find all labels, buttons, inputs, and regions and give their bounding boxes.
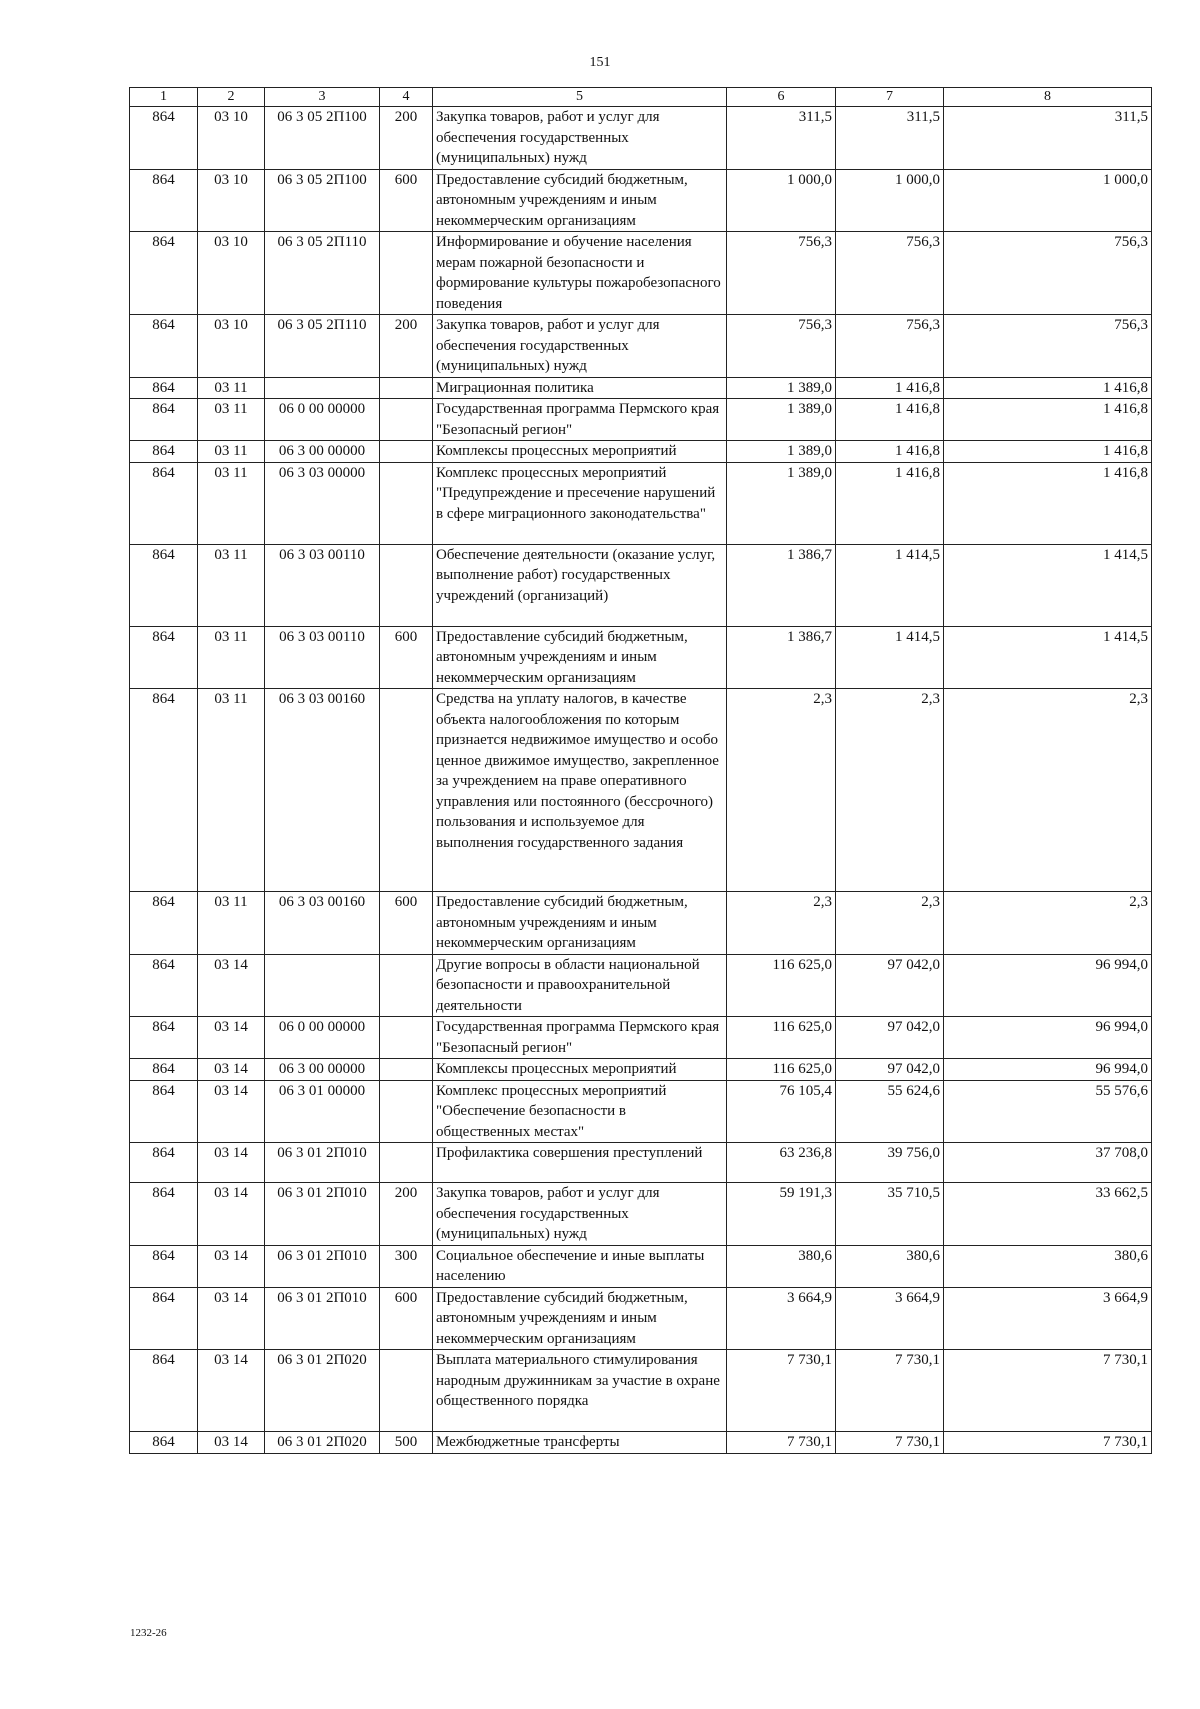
cell-expense-type — [380, 1350, 433, 1432]
cell-amount-year3: 33 662,5 — [944, 1183, 1152, 1246]
cell-target-article: 06 3 01 2П010 — [265, 1143, 380, 1183]
cell-amount-year1: 756,3 — [727, 315, 836, 378]
cell-admin-code: 864 — [130, 107, 198, 170]
cell-amount-year1: 116 625,0 — [727, 1017, 836, 1059]
cell-admin-code: 864 — [130, 377, 198, 399]
cell-amount-year2: 1 000,0 — [836, 169, 944, 232]
cell-section: 03 10 — [198, 315, 265, 378]
table-row — [130, 441, 1152, 463]
cell-amount-year1: 2,3 — [727, 689, 836, 892]
cell-amount-year2: 7 730,1 — [836, 1350, 944, 1432]
cell-amount-year2: 35 710,5 — [836, 1183, 944, 1246]
cell-admin-code: 864 — [130, 1432, 198, 1454]
cell-admin-code: 864 — [130, 1017, 198, 1059]
cell-description: Миграционная политика — [433, 377, 727, 399]
cell-amount-year1: 116 625,0 — [727, 1059, 836, 1081]
cell-amount-year2: 756,3 — [836, 315, 944, 378]
table-row — [130, 1287, 1152, 1350]
cell-target-article: 06 3 01 2П010 — [265, 1287, 380, 1350]
cell-amount-year1: 1 000,0 — [727, 169, 836, 232]
cell-expense-type: 300 — [380, 1245, 433, 1287]
cell-admin-code: 864 — [130, 1350, 198, 1432]
cell-expense-type: 600 — [380, 1287, 433, 1350]
cell-target-article: 06 3 01 2П020 — [265, 1350, 380, 1432]
cell-section: 03 11 — [198, 892, 265, 955]
cell-section: 03 10 — [198, 169, 265, 232]
cell-amount-year2: 39 756,0 — [836, 1143, 944, 1183]
cell-section: 03 11 — [198, 441, 265, 463]
cell-expense-type: 600 — [380, 626, 433, 689]
cell-expense-type — [380, 1017, 433, 1059]
cell-amount-year3: 2,3 — [944, 892, 1152, 955]
cell-description: Предоставление субсидий бюджетным, автономным учреждениям и иным некоммерческим организациям — [433, 1287, 727, 1350]
cell-section: 03 10 — [198, 107, 265, 170]
cell-description: Другие вопросы в области национальной безопасности и правоохранительной деятельности — [433, 954, 727, 1017]
cell-expense-type — [380, 689, 433, 892]
cell-expense-type — [380, 544, 433, 626]
cell-amount-year3: 96 994,0 — [944, 1059, 1152, 1081]
cell-expense-type — [380, 441, 433, 463]
cell-amount-year2: 1 416,8 — [836, 377, 944, 399]
cell-target-article: 06 3 01 2П020 — [265, 1432, 380, 1454]
cell-target-article: 06 3 01 00000 — [265, 1080, 380, 1143]
cell-amount-year3: 96 994,0 — [944, 954, 1152, 1017]
cell-amount-year3: 1 414,5 — [944, 544, 1152, 626]
column-header: 8 — [944, 88, 1152, 107]
cell-amount-year2: 756,3 — [836, 232, 944, 315]
cell-amount-year3: 1 416,8 — [944, 399, 1152, 441]
cell-amount-year3: 756,3 — [944, 232, 1152, 315]
cell-description: Комплексы процессных мероприятий — [433, 1059, 727, 1081]
cell-expense-type — [380, 377, 433, 399]
cell-amount-year2: 1 416,8 — [836, 462, 944, 544]
cell-section: 03 14 — [198, 1080, 265, 1143]
cell-amount-year1: 7 730,1 — [727, 1432, 836, 1454]
table-row — [130, 1017, 1152, 1059]
cell-section: 03 11 — [198, 626, 265, 689]
cell-target-article: 06 3 05 2П100 — [265, 107, 380, 170]
cell-amount-year3: 55 576,6 — [944, 1080, 1152, 1143]
cell-section: 03 14 — [198, 954, 265, 1017]
cell-description: Выплата материального стимулирования народным дружинникам за участие в охране общественного порядка — [433, 1350, 727, 1432]
cell-description: Средства на уплату налогов, в качестве объекта налогообложения по которым признается недвижимое имущество и особо ценное движимое имущество, закрепленное за учреждением на праве оперативного управления или постоянного (бессрочного) пользования и используемое для выполнения государственного задания — [433, 689, 727, 892]
cell-amount-year3: 7 730,1 — [944, 1350, 1152, 1432]
cell-amount-year1: 116 625,0 — [727, 954, 836, 1017]
table-row — [130, 1245, 1152, 1287]
cell-amount-year1: 1 389,0 — [727, 377, 836, 399]
cell-amount-year1: 311,5 — [727, 107, 836, 170]
cell-description: Государственная программа Пермского края "Безопасный регион" — [433, 399, 727, 441]
cell-admin-code: 864 — [130, 1245, 198, 1287]
cell-admin-code: 864 — [130, 399, 198, 441]
cell-admin-code: 864 — [130, 954, 198, 1017]
cell-amount-year2: 2,3 — [836, 689, 944, 892]
cell-expense-type — [380, 954, 433, 1017]
budget-table — [129, 87, 1152, 1454]
cell-target-article: 06 3 03 00160 — [265, 892, 380, 955]
column-header: 3 — [265, 88, 380, 107]
cell-amount-year2: 97 042,0 — [836, 1059, 944, 1081]
cell-expense-type — [380, 1059, 433, 1081]
cell-admin-code: 864 — [130, 626, 198, 689]
cell-amount-year2: 1 416,8 — [836, 441, 944, 463]
cell-section: 03 14 — [198, 1287, 265, 1350]
cell-amount-year1: 3 664,9 — [727, 1287, 836, 1350]
table-row — [130, 1059, 1152, 1081]
table-row — [130, 462, 1152, 544]
cell-target-article: 06 3 05 2П100 — [265, 169, 380, 232]
cell-description: Профилактика совершения преступлений — [433, 1143, 727, 1183]
cell-description: Социальное обеспечение и иные выплаты населению — [433, 1245, 727, 1287]
cell-amount-year3: 311,5 — [944, 107, 1152, 170]
cell-target-article: 06 3 00 00000 — [265, 441, 380, 463]
cell-amount-year2: 97 042,0 — [836, 954, 944, 1017]
column-header: 1 — [130, 88, 198, 107]
cell-amount-year3: 756,3 — [944, 315, 1152, 378]
table-row — [130, 169, 1152, 232]
column-header: 5 — [433, 88, 727, 107]
cell-amount-year1: 76 105,4 — [727, 1080, 836, 1143]
cell-amount-year1: 1 389,0 — [727, 462, 836, 544]
cell-expense-type: 200 — [380, 315, 433, 378]
cell-description: Информирование и обучение населения мерам пожарной безопасности и формирование культуры пожаробезопасного поведения — [433, 232, 727, 315]
table-row — [130, 1143, 1152, 1183]
table-row — [130, 232, 1152, 315]
cell-section: 03 14 — [198, 1245, 265, 1287]
cell-admin-code: 864 — [130, 1080, 198, 1143]
cell-description: Государственная программа Пермского края "Безопасный регион" — [433, 1017, 727, 1059]
cell-amount-year2: 1 414,5 — [836, 626, 944, 689]
cell-target-article: 06 0 00 00000 — [265, 1017, 380, 1059]
cell-section: 03 14 — [198, 1017, 265, 1059]
cell-target-article: 06 3 05 2П110 — [265, 315, 380, 378]
cell-amount-year3: 1 414,5 — [944, 626, 1152, 689]
cell-amount-year2: 1 416,8 — [836, 399, 944, 441]
cell-admin-code: 864 — [130, 232, 198, 315]
cell-target-article: 06 3 01 2П010 — [265, 1245, 380, 1287]
column-header: 2 — [198, 88, 265, 107]
cell-description: Предоставление субсидий бюджетным, автономным учреждениям и иным некоммерческим организациям — [433, 892, 727, 955]
cell-amount-year1: 380,6 — [727, 1245, 836, 1287]
cell-amount-year3: 1 416,8 — [944, 441, 1152, 463]
cell-amount-year3: 3 664,9 — [944, 1287, 1152, 1350]
cell-description: Предоставление субсидий бюджетным, автономным учреждениям и иным некоммерческим организациям — [433, 626, 727, 689]
cell-target-article: 06 3 03 00000 — [265, 462, 380, 544]
cell-expense-type: 600 — [380, 892, 433, 955]
table-row — [130, 626, 1152, 689]
cell-description: Комплекс процессных мероприятий "Обеспечение безопасности в общественных местах" — [433, 1080, 727, 1143]
cell-admin-code: 864 — [130, 462, 198, 544]
page-number: 151 — [589, 55, 611, 70]
table-row — [130, 377, 1152, 399]
cell-admin-code: 864 — [130, 892, 198, 955]
cell-expense-type: 200 — [380, 107, 433, 170]
cell-description: Закупка товаров, работ и услуг для обеспечения государственных (муниципальных) нужд — [433, 107, 727, 170]
cell-amount-year3: 7 730,1 — [944, 1432, 1152, 1454]
cell-description: Предоставление субсидий бюджетным, автономным учреждениям и иным некоммерческим организациям — [433, 169, 727, 232]
cell-target-article — [265, 954, 380, 1017]
cell-amount-year1: 7 730,1 — [727, 1350, 836, 1432]
cell-admin-code: 864 — [130, 1143, 198, 1183]
cell-amount-year1: 1 386,7 — [727, 544, 836, 626]
cell-amount-year3: 96 994,0 — [944, 1017, 1152, 1059]
cell-expense-type — [380, 462, 433, 544]
table-body — [130, 107, 1152, 1454]
cell-amount-year2: 97 042,0 — [836, 1017, 944, 1059]
cell-target-article: 06 3 01 2П010 — [265, 1183, 380, 1246]
cell-amount-year3: 1 416,8 — [944, 377, 1152, 399]
cell-amount-year3: 380,6 — [944, 1245, 1152, 1287]
cell-section: 03 10 — [198, 232, 265, 315]
cell-description: Комплекс процессных мероприятий "Предупреждение и пресечение нарушений в сфере миграционного законодательства" — [433, 462, 727, 544]
cell-amount-year3: 2,3 — [944, 689, 1152, 892]
cell-amount-year2: 380,6 — [836, 1245, 944, 1287]
table-row — [130, 1183, 1152, 1246]
cell-amount-year1: 1 389,0 — [727, 441, 836, 463]
cell-description: Закупка товаров, работ и услуг для обеспечения государственных (муниципальных) нужд — [433, 315, 727, 378]
cell-target-article: 06 3 03 00110 — [265, 544, 380, 626]
cell-expense-type — [380, 232, 433, 315]
cell-amount-year2: 7 730,1 — [836, 1432, 944, 1454]
table-row — [130, 1350, 1152, 1432]
cell-amount-year2: 1 414,5 — [836, 544, 944, 626]
cell-description: Межбюджетные трансферты — [433, 1432, 727, 1454]
table-row — [130, 1080, 1152, 1143]
cell-section: 03 14 — [198, 1183, 265, 1246]
column-header: 6 — [727, 88, 836, 107]
table-row — [130, 544, 1152, 626]
table-row — [130, 892, 1152, 955]
cell-amount-year1: 59 191,3 — [727, 1183, 836, 1246]
cell-amount-year2: 55 624,6 — [836, 1080, 944, 1143]
cell-expense-type — [380, 1143, 433, 1183]
cell-admin-code: 864 — [130, 169, 198, 232]
cell-target-article — [265, 377, 380, 399]
cell-admin-code: 864 — [130, 315, 198, 378]
document-code: 1232-26 — [130, 1627, 167, 1639]
table-header-row — [130, 88, 1152, 107]
cell-target-article: 06 3 03 00160 — [265, 689, 380, 892]
cell-amount-year3: 37 708,0 — [944, 1143, 1152, 1183]
cell-description: Обеспечение деятельности (оказание услуг, выполнение работ) государственных учреждений (организаций) — [433, 544, 727, 626]
cell-section: 03 14 — [198, 1143, 265, 1183]
cell-admin-code: 864 — [130, 689, 198, 892]
cell-expense-type — [380, 399, 433, 441]
cell-amount-year1: 1 389,0 — [727, 399, 836, 441]
table-row — [130, 107, 1152, 170]
cell-target-article: 06 3 00 00000 — [265, 1059, 380, 1081]
cell-expense-type: 200 — [380, 1183, 433, 1246]
cell-expense-type — [380, 1080, 433, 1143]
column-header: 4 — [380, 88, 433, 107]
table-row — [130, 954, 1152, 1017]
cell-expense-type: 500 — [380, 1432, 433, 1454]
cell-amount-year1: 1 386,7 — [727, 626, 836, 689]
cell-amount-year2: 2,3 — [836, 892, 944, 955]
cell-amount-year3: 1 416,8 — [944, 462, 1152, 544]
table-row — [130, 689, 1152, 892]
cell-description: Комплексы процессных мероприятий — [433, 441, 727, 463]
cell-section: 03 14 — [198, 1350, 265, 1432]
cell-admin-code: 864 — [130, 1059, 198, 1081]
cell-section: 03 11 — [198, 544, 265, 626]
cell-description: Закупка товаров, работ и услуг для обеспечения государственных (муниципальных) нужд — [433, 1183, 727, 1246]
cell-target-article: 06 3 05 2П110 — [265, 232, 380, 315]
cell-amount-year1: 63 236,8 — [727, 1143, 836, 1183]
cell-section: 03 14 — [198, 1059, 265, 1081]
column-header: 7 — [836, 88, 944, 107]
cell-section: 03 11 — [198, 462, 265, 544]
cell-section: 03 11 — [198, 377, 265, 399]
cell-amount-year2: 3 664,9 — [836, 1287, 944, 1350]
cell-admin-code: 864 — [130, 544, 198, 626]
cell-amount-year3: 1 000,0 — [944, 169, 1152, 232]
cell-amount-year1: 756,3 — [727, 232, 836, 315]
cell-admin-code: 864 — [130, 441, 198, 463]
table-row — [130, 315, 1152, 378]
cell-admin-code: 864 — [130, 1287, 198, 1350]
table-row — [130, 1432, 1152, 1454]
cell-target-article: 06 3 03 00110 — [265, 626, 380, 689]
cell-admin-code: 864 — [130, 1183, 198, 1246]
cell-amount-year1: 2,3 — [727, 892, 836, 955]
cell-target-article: 06 0 00 00000 — [265, 399, 380, 441]
cell-expense-type: 600 — [380, 169, 433, 232]
cell-section: 03 11 — [198, 399, 265, 441]
table-row — [130, 399, 1152, 441]
cell-amount-year2: 311,5 — [836, 107, 944, 170]
cell-section: 03 14 — [198, 1432, 265, 1454]
cell-section: 03 11 — [198, 689, 265, 892]
